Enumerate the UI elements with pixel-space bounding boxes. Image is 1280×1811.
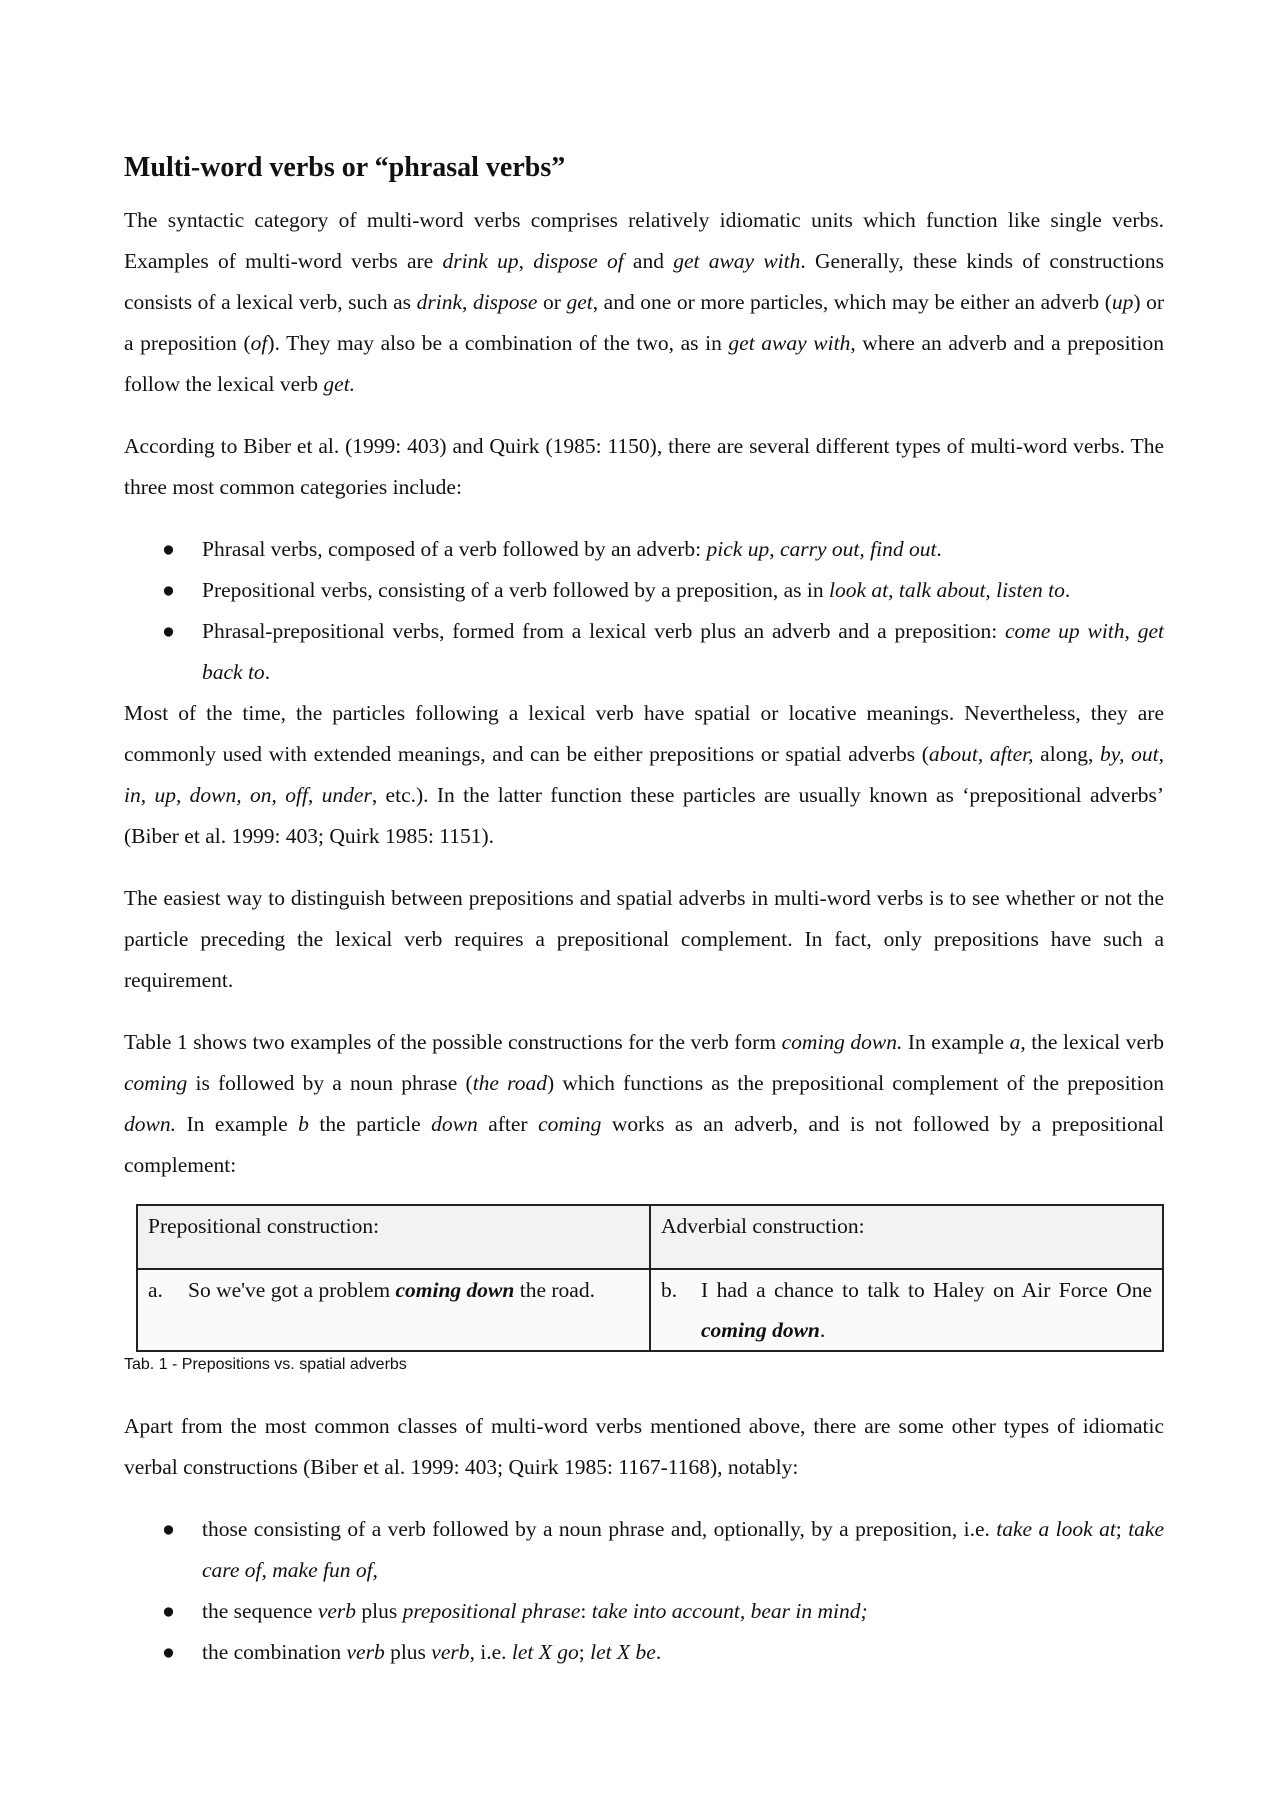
table-header-row xyxy=(137,1205,1163,1269)
example-b-text: I had a chance to talk to Haley on Air Force One coming down. xyxy=(701,1278,1152,1342)
paragraph-table-intro: Table 1 shows two examples of the possible constructions for the verb form coming down. In example a, the lexical verb coming is followed by a noun phrase (the road) which functions as the prepositional complement of the preposition down. In example b the particle down after coming works as an adverb, and is not followed by a prepositional complement: xyxy=(124,1030,1164,1177)
example-a-label: a. xyxy=(148,1278,163,1302)
example-a-text: So we've got a problem coming down the road. xyxy=(188,1278,595,1302)
paragraph-types: According to Biber et al. (1999: 403) and Quirk (1985: 1150), there are several different types of multi-word verbs. The three most common categories include: xyxy=(124,434,1164,499)
bullet-icon: ● xyxy=(162,619,175,643)
example-a-cell xyxy=(137,1269,650,1351)
bullet-icon: ● xyxy=(162,1517,175,1541)
paragraph-intro: The syntactic category of multi-word verbs comprises relatively idiomatic units which function like single verbs. Examples of multi-word verbs are drink up, dispose of and get away with. Generally, these kinds of constructions consists of a lexical verb, such as drink, dispose or get, and one or more particles, which may be either an adverb (up) or a preposition (of). They may also be a combination of the two, as in get away with, where an adverb and a preposition follow the lexical verb get. xyxy=(124,208,1165,396)
paragraph-distinguish: The easiest way to distinguish between prepositions and spatial adverbs in multi-word verbs is to see whether or not the particle preceding the lexical verb requires a prepositional complement. In fact, only prepositions have such a requirement. xyxy=(124,886,1164,992)
bullet-icon: ● xyxy=(162,578,175,602)
table-row xyxy=(137,1269,1163,1351)
header-prepositional: Prepositional construction: xyxy=(137,1205,650,1269)
bullet-icon: ● xyxy=(162,537,175,561)
document-page xyxy=(124,150,1164,1673)
list-item: ● those consisting of a verb followed by a noun phrase and, optionally, by a preposition, i.e. take a look at; take care of, make fun of, xyxy=(124,1509,1164,1591)
table-caption: Tab. 1 - Prepositions vs. spatial adverbs xyxy=(124,1356,407,1373)
section-title: Multi-word verbs or “phrasal verbs” xyxy=(124,152,566,183)
category-list xyxy=(124,529,1164,693)
header-adverbial: Adverbial construction: xyxy=(650,1205,1163,1269)
list-item: ● the combination verb plus verb, i.e. let X go; let X be. xyxy=(124,1632,1164,1673)
example-b-label: b. xyxy=(661,1278,678,1302)
other-types-list xyxy=(124,1509,1164,1673)
paragraph-other-types: Apart from the most common classes of multi-word verbs mentioned above, there are some other types of idiomatic verbal constructions (Biber et al. 1999: 403; Quirk 1985: 1167-1168), notably: xyxy=(124,1414,1164,1479)
bullet-icon: ● xyxy=(162,1599,175,1623)
list-item: ● the sequence verb plus prepositional phrase: take into account, bear in mind; xyxy=(124,1591,1164,1632)
paragraph-particles: Most of the time, the particles following a lexical verb have spatial or locative meanings. Nevertheless, they are commonly used with extended meanings, and can be either prepositions or spatial adverbs (about, after, along, by, out, in, up, down, on, off, under, etc.). In the latter function these particles are usually known as ‘prepositional adverbs’ (Biber et al. 1999: 403; Quirk 1985: 1151). xyxy=(124,701,1165,848)
list-item: ● Phrasal verbs, composed of a verb followed by an adverb: pick up, carry out, find out. xyxy=(124,529,1164,570)
list-item: ● Prepositional verbs, consisting of a verb followed by a preposition, as in look at, talk about, listen to. xyxy=(124,570,1164,611)
example-b-cell xyxy=(650,1269,1163,1351)
list-item: ● Phrasal-prepositional verbs, formed from a lexical verb plus an adverb and a preposition: come up with, get back to. xyxy=(124,611,1164,693)
bullet-icon: ● xyxy=(162,1640,175,1664)
examples-table xyxy=(136,1204,1164,1352)
